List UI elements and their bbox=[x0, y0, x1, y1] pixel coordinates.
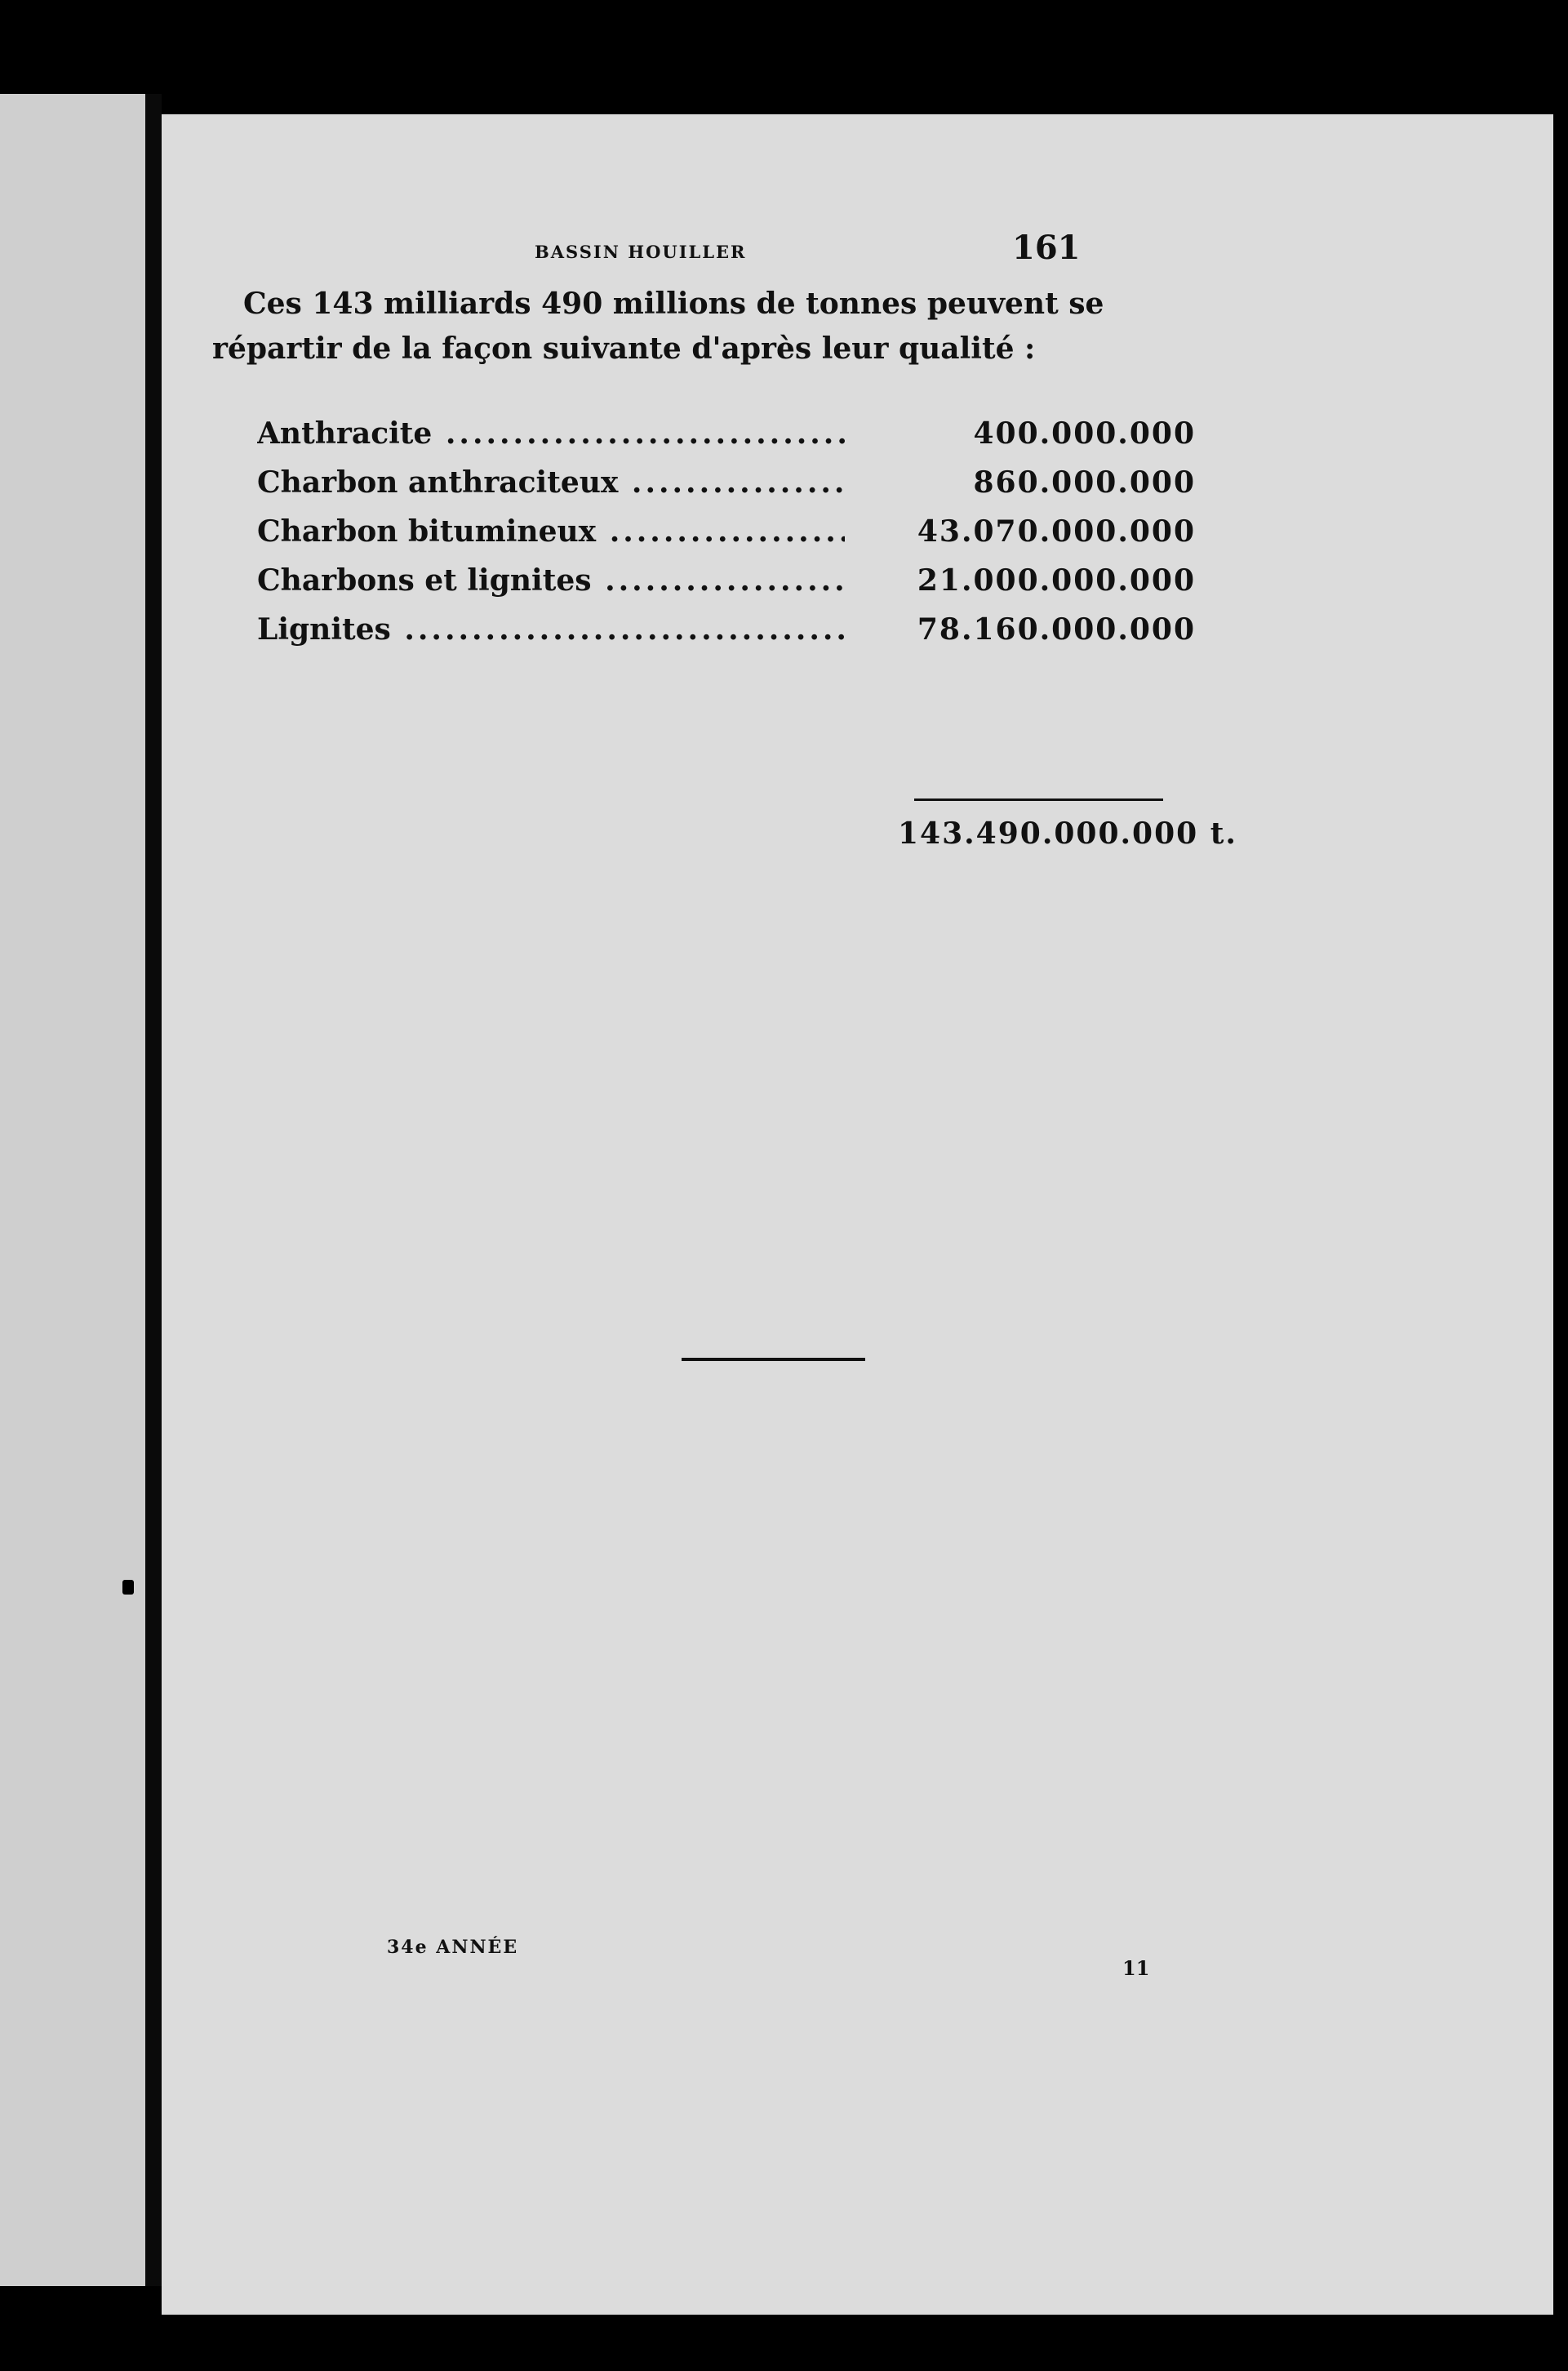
intro-line-1: Ces 143 milliards 490 millions de tonnes peuvent se bbox=[243, 287, 1104, 321]
table-row bbox=[257, 563, 1196, 612]
row-value: 21.000.000.000 bbox=[917, 563, 1196, 598]
row-value: 43.070.000.000 bbox=[917, 514, 1196, 549]
row-label: Charbon anthraciteux ..... bbox=[257, 465, 845, 500]
table-row bbox=[257, 612, 1196, 661]
section-divider bbox=[682, 1358, 865, 1361]
table-row bbox=[257, 465, 1196, 514]
row-value: 78.160.000.000 bbox=[917, 612, 1196, 647]
intro-paragraph bbox=[212, 282, 1249, 371]
row-label: Charbon bitumineux ..... bbox=[257, 514, 845, 549]
page-number: 161 bbox=[1012, 229, 1081, 267]
row-value: 400.000.000 bbox=[973, 416, 1196, 451]
coal-quality-table bbox=[257, 416, 1196, 661]
row-label: Charbons et lignites ..... bbox=[257, 563, 845, 598]
row-label: Lignites ..... bbox=[257, 612, 845, 647]
intro-line-2: répartir de la façon suivante d'après leur qualité : bbox=[212, 331, 1036, 366]
row-label: Anthracite ..... bbox=[257, 416, 845, 451]
page-gutter bbox=[145, 94, 162, 2286]
row-value: 860.000.000 bbox=[973, 465, 1196, 500]
table-total: 143.490.000.000 t. bbox=[898, 816, 1237, 851]
signature-mark: 34e ANNÉE bbox=[387, 1937, 519, 1958]
previous-page-edge bbox=[0, 94, 145, 2286]
margin-mark bbox=[122, 1580, 134, 1595]
sheet-number: 11 bbox=[1122, 1956, 1150, 1980]
running-head: BASSIN HOUILLER bbox=[535, 242, 747, 262]
sum-rule bbox=[914, 798, 1163, 801]
table-row bbox=[257, 416, 1196, 465]
table-row bbox=[257, 514, 1196, 563]
